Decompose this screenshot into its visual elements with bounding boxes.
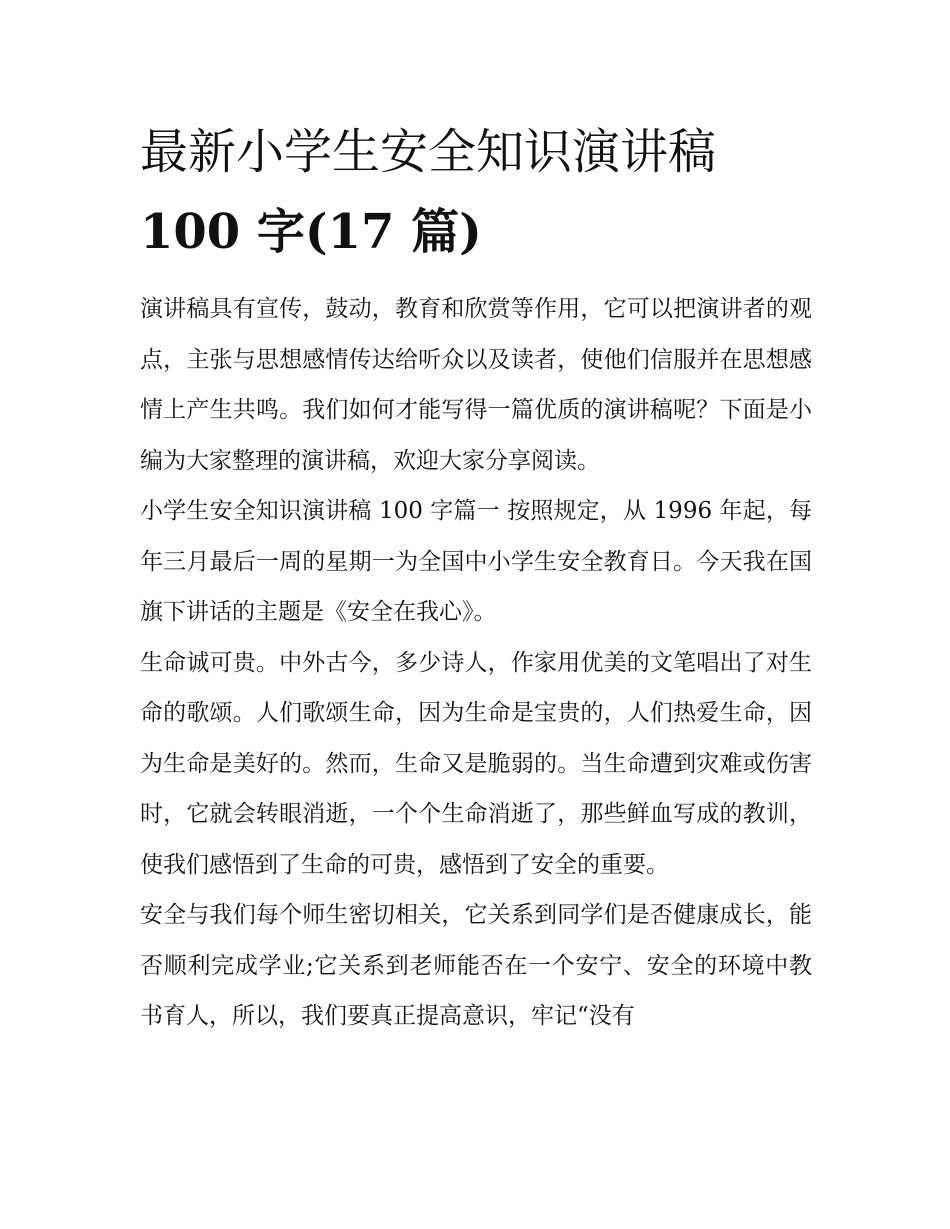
title-line-1: 最新小学生安全知识演讲稿 bbox=[140, 124, 717, 180]
document-title bbox=[140, 112, 812, 272]
title-line-2: 100 字(17 篇) bbox=[140, 204, 482, 260]
document-body bbox=[140, 284, 812, 1042]
intro-paragraph: 演讲稿具有宣传，鼓动，教育和欣赏等作用，它可以把演讲者的观点，主张与思想感情传达给听众以及读者，使他们信服并在思想感情上产生共鸣。我们如何才能写得一篇优质的演讲稿呢？下面是小编为大家整理的演讲稿，欢迎大家分享阅读。 bbox=[140, 296, 812, 474]
document-page bbox=[140, 112, 812, 1042]
speech-opening-paragraph: 小学生安全知识演讲稿 100 字篇一 按照规定，从 1996 年起，每年三月最后一周的星期一为全国中小学生安全教育日。今天我在国旗下讲话的主题是《安全在我心》。 bbox=[140, 498, 812, 625]
life-paragraph: 生命诚可贵。中外古今，多少诗人，作家用优美的文笔唱出了对生命的歌颂。人们歌颂生命，因为生命是宝贵的，人们热爱生命，因为生命是美好的。然而，生命又是脆弱的。当生命遭到灾难或伤害时，它就会转眼消逝，一个个生命消逝了，那些鲜血写成的教训，使我们感悟到了生命的可贵，感悟到了安全的重要。 bbox=[140, 649, 812, 878]
safety-paragraph: 安全与我们每个师生密切相关，它关系到同学们是否健康成长，能否顺利完成学业;它关系到老师能否在一个安宁、安全的环境中教书育人，所以，我们要真正提高意识，牢记“没有 bbox=[140, 902, 812, 1029]
